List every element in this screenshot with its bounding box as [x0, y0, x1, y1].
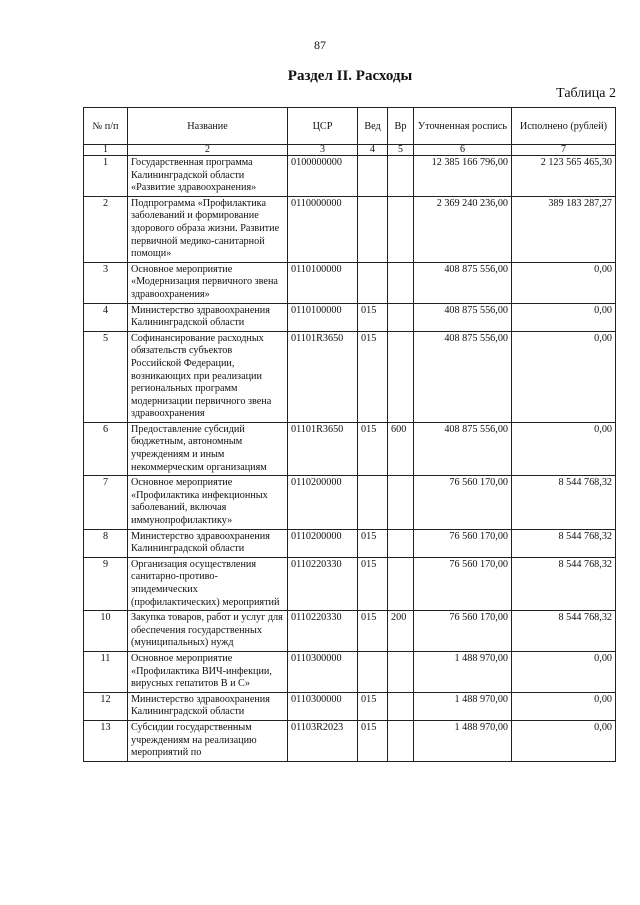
row-executed-amount: 8 544 768,32: [512, 611, 616, 652]
header-csr: ЦСР: [288, 108, 358, 145]
row-executed-amount: 0,00: [512, 303, 616, 331]
table-row: [84, 262, 616, 303]
row-planned-amount: 76 560 170,00: [414, 557, 512, 610]
row-csr-code: 0100000000: [288, 156, 358, 197]
row-vr-code: [388, 720, 414, 761]
row-number: 11: [84, 651, 128, 692]
row-name: Министерство здравоохранения Калининградской области: [128, 692, 288, 720]
row-planned-amount: 408 875 556,00: [414, 422, 512, 475]
header-name: Название: [128, 108, 288, 145]
row-csr-code: 0110220330: [288, 611, 358, 652]
row-vr-code: [388, 529, 414, 557]
row-number: 13: [84, 720, 128, 761]
table-row: [84, 331, 616, 422]
row-csr-code: 0110100000: [288, 262, 358, 303]
row-csr-code: 0110200000: [288, 476, 358, 529]
row-vr-code: [388, 651, 414, 692]
row-ved-code: 015: [358, 529, 388, 557]
row-number: 3: [84, 262, 128, 303]
table-body: [84, 145, 616, 762]
table-label: Таблица 2: [556, 86, 616, 101]
table-row: [84, 692, 616, 720]
row-csr-code: 0110220330: [288, 557, 358, 610]
row-planned-amount: 76 560 170,00: [414, 611, 512, 652]
row-csr-code: 01101R3650: [288, 331, 358, 422]
row-vr-code: [388, 557, 414, 610]
header-num: № п/п: [84, 108, 128, 145]
row-ved-code: 015: [358, 692, 388, 720]
row-vr-code: [388, 156, 414, 197]
row-vr-code: [388, 262, 414, 303]
column-number: 1: [84, 145, 128, 156]
row-executed-amount: 0,00: [512, 262, 616, 303]
row-csr-code: 0110100000: [288, 303, 358, 331]
table-row: [84, 529, 616, 557]
row-executed-amount: 0,00: [512, 720, 616, 761]
row-planned-amount: 408 875 556,00: [414, 303, 512, 331]
row-name: Организация осуществления санитарно-противо-эпидемических (профилактических) мероприятий: [128, 557, 288, 610]
row-ved-code: 015: [358, 331, 388, 422]
row-planned-amount: 408 875 556,00: [414, 262, 512, 303]
expenses-table: [83, 107, 616, 762]
row-number: 8: [84, 529, 128, 557]
row-name: Основное мероприятие «Профилактика ВИЧ-инфекции, вирусных гепатитов В и С»: [128, 651, 288, 692]
column-number: 5: [388, 145, 414, 156]
row-vr-code: 600: [388, 422, 414, 475]
column-number-row: [84, 145, 616, 156]
page-number: 87: [314, 38, 326, 52]
row-name: Предоставление субсидий бюджетным, автономным учреждениям и иным некоммерческим организациям: [128, 422, 288, 475]
row-ved-code: 015: [358, 303, 388, 331]
row-csr-code: 0110300000: [288, 651, 358, 692]
column-number: 3: [288, 145, 358, 156]
row-number: 1: [84, 156, 128, 197]
row-name: Государственная программа Калининградской области «Развитие здравоохранения»: [128, 156, 288, 197]
row-ved-code: 015: [358, 611, 388, 652]
row-ved-code: [358, 156, 388, 197]
row-vr-code: 200: [388, 611, 414, 652]
header-ved: Вед: [358, 108, 388, 145]
row-ved-code: 015: [358, 720, 388, 761]
table-header-row: [84, 108, 616, 145]
row-vr-code: [388, 476, 414, 529]
row-name: Субсидии государственным учреждениям на реализацию мероприятий по: [128, 720, 288, 761]
table-row: [84, 557, 616, 610]
row-executed-amount: 8 544 768,32: [512, 529, 616, 557]
row-executed-amount: 389 183 287,27: [512, 196, 616, 262]
row-number: 4: [84, 303, 128, 331]
row-name: Министерство здравоохранения Калининградской области: [128, 303, 288, 331]
row-planned-amount: 76 560 170,00: [414, 476, 512, 529]
row-csr-code: 0110300000: [288, 692, 358, 720]
table-row: [84, 651, 616, 692]
row-name: Закупка товаров, работ и услуг для обеспечения государственных (муниципальных) нужд: [128, 611, 288, 652]
row-executed-amount: 0,00: [512, 331, 616, 422]
row-vr-code: [388, 196, 414, 262]
header-plan: Уточненная роспись: [414, 108, 512, 145]
row-executed-amount: 8 544 768,32: [512, 476, 616, 529]
row-planned-amount: 12 385 166 796,00: [414, 156, 512, 197]
row-ved-code: [358, 651, 388, 692]
row-planned-amount: 76 560 170,00: [414, 529, 512, 557]
row-ved-code: [358, 476, 388, 529]
row-name: Основное мероприятие «Профилактика инфекционных заболеваний, включая иммунопрофилактику»: [128, 476, 288, 529]
table-row: [84, 476, 616, 529]
row-vr-code: [388, 692, 414, 720]
column-number: 7: [512, 145, 616, 156]
row-planned-amount: 1 488 970,00: [414, 692, 512, 720]
row-planned-amount: 2 369 240 236,00: [414, 196, 512, 262]
row-executed-amount: 8 544 768,32: [512, 557, 616, 610]
row-number: 10: [84, 611, 128, 652]
row-csr-code: 01101R3650: [288, 422, 358, 475]
row-vr-code: [388, 331, 414, 422]
row-csr-code: 0110000000: [288, 196, 358, 262]
table-row: [84, 611, 616, 652]
column-number: 6: [414, 145, 512, 156]
row-number: 9: [84, 557, 128, 610]
row-ved-code: [358, 262, 388, 303]
table-row: [84, 156, 616, 197]
table-row: [84, 422, 616, 475]
row-name: Подпрограмма «Профилактика заболеваний и формирование здорового образа жизни. Развитие первичной медико-санитарной помощи»: [128, 196, 288, 262]
row-ved-code: 015: [358, 422, 388, 475]
column-number: 4: [358, 145, 388, 156]
row-name: Основное мероприятие «Модернизация первичного звена здравоохранения»: [128, 262, 288, 303]
column-number: 2: [128, 145, 288, 156]
row-csr-code: 01103R2023: [288, 720, 358, 761]
header-vr: Вр: [388, 108, 414, 145]
row-number: 2: [84, 196, 128, 262]
row-executed-amount: 0,00: [512, 692, 616, 720]
row-number: 12: [84, 692, 128, 720]
row-ved-code: [358, 196, 388, 262]
section-title: Раздел II. Расходы: [287, 68, 413, 84]
table-row: [84, 720, 616, 761]
row-name: Софинансирование расходных обязательств субъектов Российской Федерации, возникающих при реализации региональных программ модернизации первичного звена здравоохранения: [128, 331, 288, 422]
row-executed-amount: 0,00: [512, 422, 616, 475]
row-executed-amount: 0,00: [512, 651, 616, 692]
row-executed-amount: 2 123 565 465,30: [512, 156, 616, 197]
header-done: Исполнено (рублей): [512, 108, 616, 145]
row-number: 7: [84, 476, 128, 529]
row-number: 6: [84, 422, 128, 475]
row-csr-code: 0110200000: [288, 529, 358, 557]
row-vr-code: [388, 303, 414, 331]
table-row: [84, 196, 616, 262]
row-name: Министерство здравоохранения Калининградской области: [128, 529, 288, 557]
table-row: [84, 303, 616, 331]
row-planned-amount: 408 875 556,00: [414, 331, 512, 422]
row-ved-code: 015: [358, 557, 388, 610]
row-planned-amount: 1 488 970,00: [414, 720, 512, 761]
row-number: 5: [84, 331, 128, 422]
row-planned-amount: 1 488 970,00: [414, 651, 512, 692]
